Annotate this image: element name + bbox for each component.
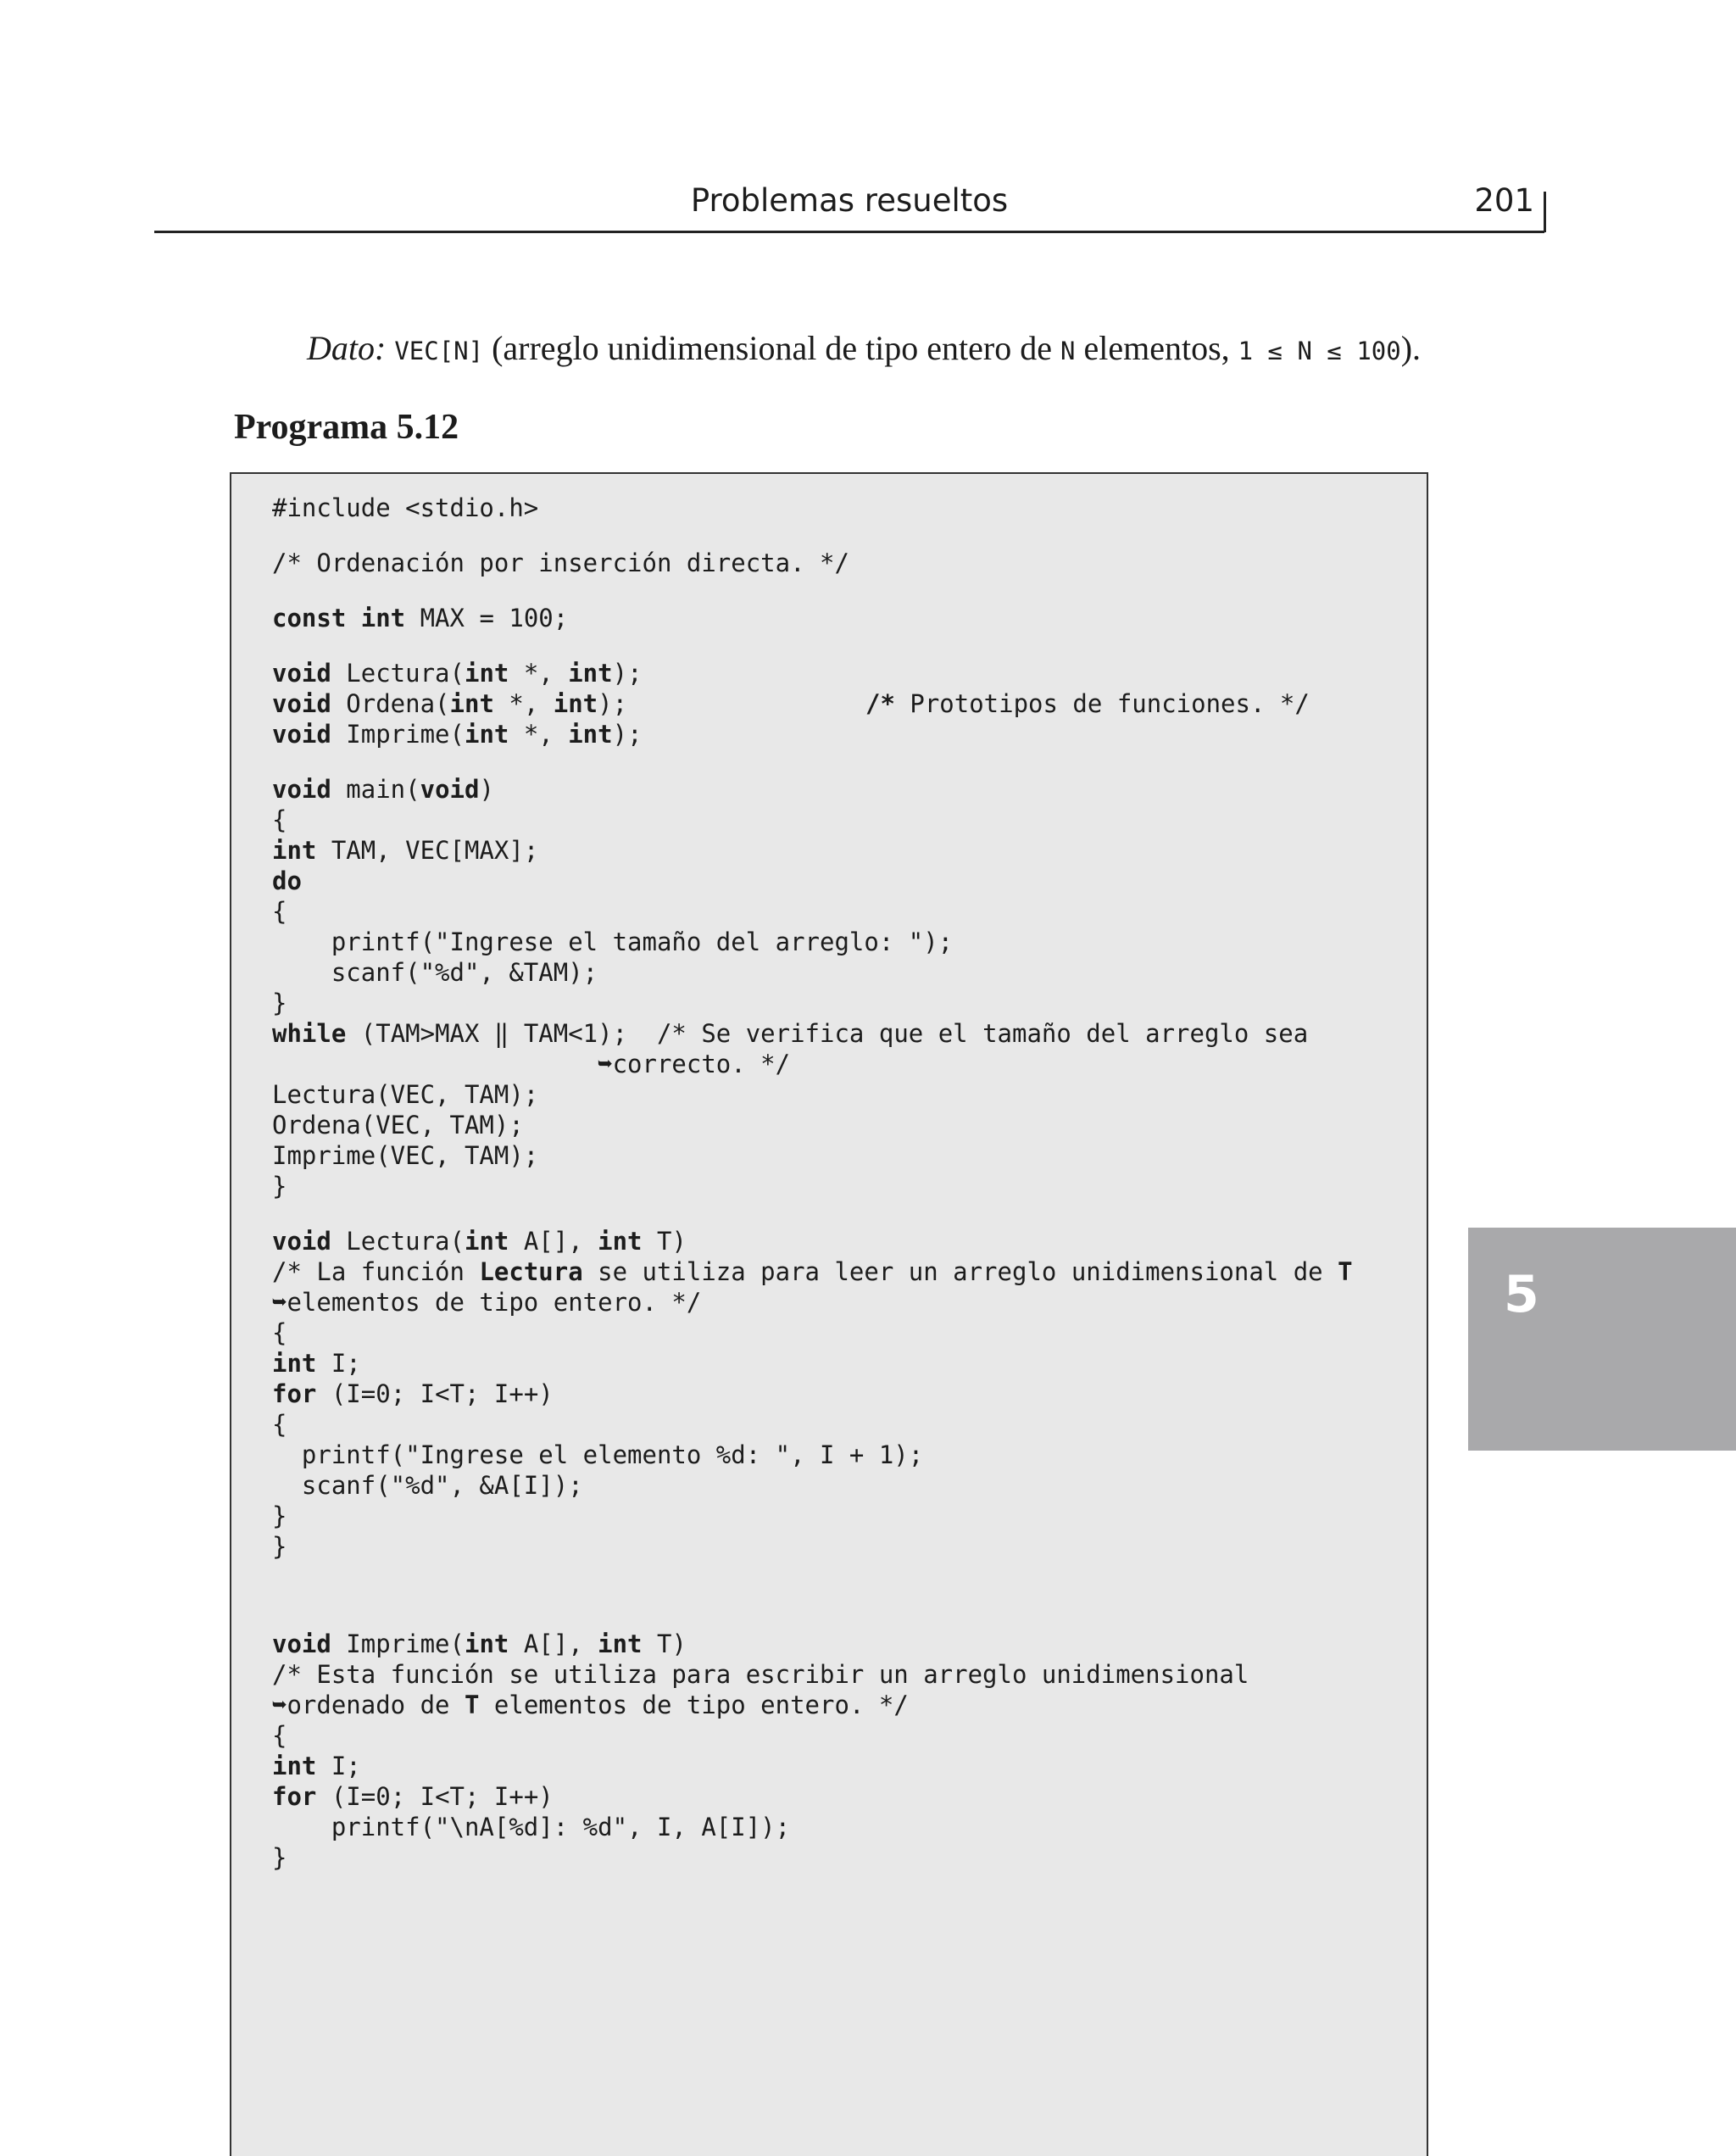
code-keyword: void bbox=[272, 775, 331, 804]
code-line: scanf("%d", &TAM); bbox=[272, 958, 598, 987]
code-line bbox=[272, 1379, 554, 1409]
code-keyword: T bbox=[1338, 1257, 1353, 1286]
code-line: } bbox=[272, 1532, 287, 1561]
code-keyword: int bbox=[272, 1349, 317, 1378]
code-line: Imprime(VEC, TAM); bbox=[272, 1141, 539, 1170]
code-line bbox=[272, 1690, 909, 1720]
code-line: { bbox=[272, 897, 287, 926]
chapter-number: 5 bbox=[1504, 1265, 1539, 1324]
code-text: se utiliza para leer un arreglo unidimensional de bbox=[582, 1257, 1338, 1286]
code-line: printf("Ingrese el elemento %d: ", I + 1); bbox=[272, 1440, 924, 1469]
header-rule-tick bbox=[1544, 192, 1546, 232]
code-text: (I=0; I<T; I++) bbox=[316, 1782, 554, 1811]
code-keyword: void bbox=[272, 659, 331, 688]
code-text: A[], bbox=[509, 1227, 598, 1256]
code-keyword: do bbox=[272, 866, 302, 895]
code-text: ➥ordenado de bbox=[272, 1691, 465, 1719]
code-text: main( bbox=[331, 775, 420, 804]
code-line: Ordena(VEC, TAM); bbox=[272, 1111, 524, 1139]
code-line: { bbox=[272, 1318, 287, 1347]
code-keyword: T bbox=[464, 1691, 480, 1719]
code-text: (TAM>MAX ‖ TAM<1); /* Se verifica que el tamaño del arreglo sea bbox=[346, 1019, 1309, 1048]
vec-code: VEC[N] bbox=[394, 337, 484, 365]
code-line: { bbox=[272, 1721, 287, 1750]
code-line: printf("Ingrese el tamaño del arreglo: "); bbox=[272, 928, 954, 956]
code-text: *, bbox=[509, 659, 569, 688]
code-comment-open: /* bbox=[865, 689, 895, 718]
code-text: *, bbox=[509, 720, 569, 749]
running-head bbox=[154, 180, 1544, 233]
code-keyword: int bbox=[464, 1630, 509, 1658]
code-keyword: void bbox=[272, 689, 331, 718]
code-text: /* La función bbox=[272, 1257, 480, 1286]
code-line bbox=[272, 866, 302, 896]
code-line: ➥correcto. */ bbox=[272, 1050, 791, 1078]
code-line bbox=[272, 1226, 687, 1256]
code-text: *, bbox=[493, 689, 554, 718]
dato-label: Dato: bbox=[307, 329, 387, 367]
intro-text-a: (arreglo unidimensional de tipo entero de bbox=[483, 329, 1060, 367]
code-line: /* Ordenación por inserción directa. */ bbox=[272, 549, 849, 577]
code-line bbox=[272, 688, 627, 719]
intro-text-c: ). bbox=[1400, 329, 1422, 367]
code-keyword: for bbox=[272, 1782, 317, 1811]
code-keyword: int bbox=[568, 659, 613, 688]
code-line: scanf("%d", &A[I]); bbox=[272, 1471, 583, 1500]
code-line bbox=[272, 1256, 1353, 1287]
code-line bbox=[272, 658, 643, 688]
code-line: /* Esta función se utiliza para escribir un arreglo unidimensional bbox=[272, 1660, 1249, 1689]
n-code: N bbox=[1060, 337, 1076, 365]
code-keyword: void bbox=[272, 1630, 331, 1658]
code-line: { bbox=[272, 1410, 287, 1439]
code-text: Imprime( bbox=[331, 720, 465, 749]
code-line bbox=[272, 1348, 361, 1379]
code-text: I; bbox=[316, 1752, 361, 1780]
code-text: I; bbox=[316, 1349, 361, 1378]
code-keyword: int bbox=[598, 1227, 643, 1256]
code-line bbox=[272, 603, 568, 633]
code-text: Imprime( bbox=[331, 1630, 465, 1658]
code-line: { bbox=[272, 805, 287, 834]
code-listing bbox=[230, 472, 1428, 2156]
code-keyword: void bbox=[272, 720, 331, 749]
code-line: Lectura(VEC, TAM); bbox=[272, 1080, 539, 1109]
code-keyword: while bbox=[272, 1019, 347, 1048]
code-text: T) bbox=[642, 1630, 687, 1658]
code-line bbox=[272, 835, 538, 866]
code-line bbox=[272, 1629, 687, 1659]
code-keyword: int bbox=[449, 689, 494, 718]
code-line: printf("\nA[%d]: %d", I, A[I]); bbox=[272, 1813, 791, 1841]
code-text: Lectura( bbox=[331, 1227, 465, 1256]
code-line bbox=[272, 774, 494, 805]
code-line bbox=[272, 1018, 1308, 1049]
code-text: Ordena( bbox=[331, 689, 450, 718]
code-text: A[], bbox=[509, 1630, 598, 1658]
page-number: 201 bbox=[1474, 182, 1534, 219]
code-keyword: int bbox=[553, 689, 598, 718]
code-text: ) bbox=[479, 775, 494, 804]
code-line bbox=[272, 1751, 361, 1781]
code-keyword: Lectura bbox=[479, 1257, 583, 1286]
code-text: ); bbox=[612, 659, 643, 688]
code-comment-text: Prototipos de funciones. */ bbox=[894, 689, 1310, 718]
code-text: T) bbox=[642, 1227, 687, 1256]
code-text: MAX = 100; bbox=[405, 604, 569, 632]
code-keyword: int bbox=[272, 836, 317, 865]
intro-paragraph bbox=[307, 325, 1578, 375]
code-keyword: int bbox=[598, 1630, 643, 1658]
program-title: Programa 5.12 bbox=[234, 408, 459, 447]
code-text: ); bbox=[612, 720, 643, 749]
code-line: } bbox=[272, 1501, 287, 1530]
code-keyword: int bbox=[272, 1752, 317, 1780]
code-line: } bbox=[272, 1843, 287, 1872]
intro-text-b: elementos, bbox=[1075, 329, 1238, 367]
running-title: Problemas resueltos bbox=[690, 182, 1009, 219]
code-line: #include <stdio.h> bbox=[272, 493, 539, 522]
code-text: elementos de tipo entero. */ bbox=[479, 1691, 909, 1719]
code-line: } bbox=[272, 1172, 287, 1201]
code-text: TAM, VEC[MAX]; bbox=[316, 836, 539, 865]
code-keyword: for bbox=[272, 1379, 317, 1408]
code-keyword: void bbox=[272, 1227, 331, 1256]
code-keyword: int bbox=[568, 720, 613, 749]
range-code: 1 ≤ N ≤ 100 bbox=[1238, 337, 1401, 365]
code-line bbox=[272, 1781, 554, 1812]
chapter-tab bbox=[1468, 1228, 1736, 1451]
code-text: Lectura( bbox=[331, 659, 465, 688]
code-keyword: int bbox=[464, 659, 509, 688]
code-line bbox=[272, 719, 643, 749]
code-text: (I=0; I<T; I++) bbox=[316, 1379, 554, 1408]
code-text: ); bbox=[598, 689, 628, 718]
code-keyword: const int bbox=[272, 604, 406, 632]
code-line: ➥elementos de tipo entero. */ bbox=[272, 1288, 702, 1317]
code-line: } bbox=[272, 989, 287, 1017]
code-keyword: int bbox=[464, 720, 509, 749]
code-keyword: void bbox=[420, 775, 480, 804]
code-keyword: int bbox=[464, 1227, 509, 1256]
code-comment bbox=[865, 688, 1310, 719]
